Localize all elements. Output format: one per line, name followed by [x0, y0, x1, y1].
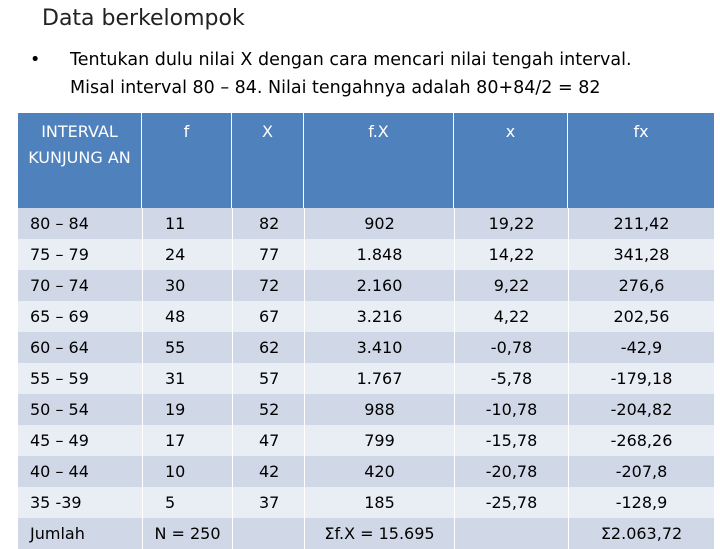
cell-f: 24 [142, 239, 232, 270]
frequency-table [18, 113, 714, 549]
header-interval: INTERVAL KUNJUNG AN [18, 113, 142, 208]
bullet-point [30, 46, 710, 102]
cell-X: 67 [232, 301, 304, 332]
cell-fx: 211,42 [568, 208, 714, 239]
cell-f: 31 [142, 363, 232, 394]
cell-fX: 902 [304, 208, 454, 239]
cell-fx: -204,82 [568, 394, 714, 425]
cell-x: -15,78 [454, 425, 568, 456]
cell-X: 72 [232, 270, 304, 301]
cell-interval: 65 – 69 [18, 301, 142, 332]
header-fx: fx [568, 113, 714, 208]
cell-x: 19,22 [454, 208, 568, 239]
cell-fX: 3.216 [304, 301, 454, 332]
cell-x: -5,78 [454, 363, 568, 394]
cell-f: 19 [142, 394, 232, 425]
bullet-dot-icon: • [30, 50, 41, 70]
cell-interval: 60 – 64 [18, 332, 142, 363]
cell-x: 9,22 [454, 270, 568, 301]
slide-title: Data berkelompok [42, 6, 245, 31]
table-row [18, 456, 714, 487]
cell-X: 37 [232, 487, 304, 518]
cell-x: -0,78 [454, 332, 568, 363]
cell-f: 30 [142, 270, 232, 301]
cell-X: 52 [232, 394, 304, 425]
table-row [18, 363, 714, 394]
bullet-line-2: Misal interval 80 – 84. Nilai tengahnya adalah 80+84/2 = 82 [70, 78, 601, 98]
cell-x: -10,78 [454, 394, 568, 425]
cell-interval: 50 – 54 [18, 394, 142, 425]
header-x: x [454, 113, 568, 208]
total-cell-fx: Σ2.063,72 [568, 518, 714, 549]
total-cell-fX: Σf.X = 15.695 [304, 518, 454, 549]
cell-X: 62 [232, 332, 304, 363]
cell-X: 82 [232, 208, 304, 239]
cell-fX: 1.767 [304, 363, 454, 394]
cell-f: 17 [142, 425, 232, 456]
header-fX: f.X [304, 113, 454, 208]
cell-f: 48 [142, 301, 232, 332]
cell-interval: 55 – 59 [18, 363, 142, 394]
cell-X: 42 [232, 456, 304, 487]
cell-f: 5 [142, 487, 232, 518]
cell-fX: 185 [304, 487, 454, 518]
cell-fx: -128,9 [568, 487, 714, 518]
cell-X: 57 [232, 363, 304, 394]
total-cell-f: N = 250 [142, 518, 232, 549]
bullet-line-1: Tentukan dulu nilai X dengan cara mencari nilai tengah interval. [70, 50, 632, 70]
cell-fX: 799 [304, 425, 454, 456]
table-row [18, 239, 714, 270]
cell-interval: 40 – 44 [18, 456, 142, 487]
cell-fx: -179,18 [568, 363, 714, 394]
cell-interval: 35 -39 [18, 487, 142, 518]
cell-X: 47 [232, 425, 304, 456]
header-f: f [142, 113, 232, 208]
cell-x: 14,22 [454, 239, 568, 270]
cell-f: 11 [142, 208, 232, 239]
table-row [18, 301, 714, 332]
total-cell-interval: Jumlah [18, 518, 142, 549]
cell-fx: 276,6 [568, 270, 714, 301]
cell-interval: 80 – 84 [18, 208, 142, 239]
table-row [18, 208, 714, 239]
cell-fx: -207,8 [568, 456, 714, 487]
table-total-row [18, 518, 714, 549]
table-row [18, 394, 714, 425]
total-cell-x [454, 518, 568, 549]
cell-fX: 988 [304, 394, 454, 425]
cell-x: -25,78 [454, 487, 568, 518]
total-cell-X [232, 518, 304, 549]
cell-interval: 45 – 49 [18, 425, 142, 456]
cell-fx: 341,28 [568, 239, 714, 270]
table-header-row [18, 113, 714, 208]
cell-f: 55 [142, 332, 232, 363]
cell-fX: 2.160 [304, 270, 454, 301]
table-row [18, 425, 714, 456]
cell-fx: 202,56 [568, 301, 714, 332]
table-row [18, 332, 714, 363]
cell-fx: -268,26 [568, 425, 714, 456]
header-X: X [232, 113, 304, 208]
cell-x: 4,22 [454, 301, 568, 332]
table-row [18, 487, 714, 518]
cell-x: -20,78 [454, 456, 568, 487]
table-row [18, 270, 714, 301]
cell-fx: -42,9 [568, 332, 714, 363]
cell-interval: 70 – 74 [18, 270, 142, 301]
cell-fX: 420 [304, 456, 454, 487]
cell-fX: 1.848 [304, 239, 454, 270]
cell-interval: 75 – 79 [18, 239, 142, 270]
cell-f: 10 [142, 456, 232, 487]
cell-X: 77 [232, 239, 304, 270]
cell-fX: 3.410 [304, 332, 454, 363]
